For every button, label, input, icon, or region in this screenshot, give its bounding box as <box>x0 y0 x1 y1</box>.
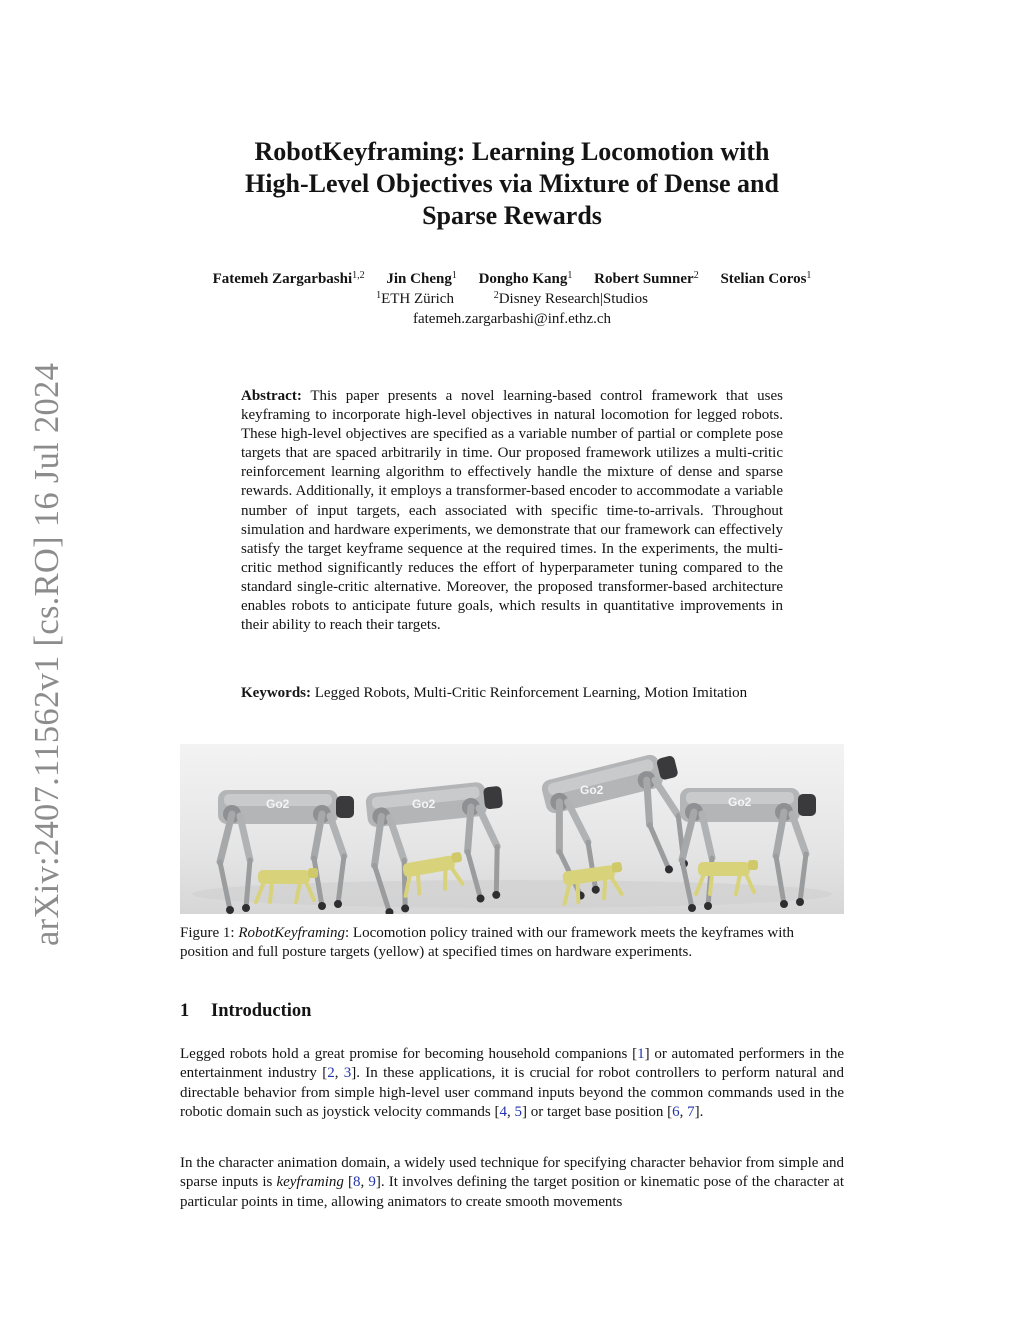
author-email[interactable]: fatemeh.zargarbashi@inf.ethz.ch <box>412 311 612 327</box>
keywords <box>241 684 783 703</box>
figure-caption <box>180 924 844 962</box>
robot-logo: Go2 <box>580 783 604 797</box>
body-paragraph: Legged robots hold a great promise for becoming household companions [1] or automated performers in the entertainment industry [2, 3]. In these applications, it is crucial for robot controllers to perform natural and directable behavior from simple high-level user command inputs beyond the common commands used in the robotic domain such as joystick velocity commands [4, 5] or target base position [6, 7]. <box>180 1046 844 1120</box>
citation-link[interactable]: 3 <box>343 1065 352 1082</box>
author: Jin Cheng$^1$ <box>386 270 457 287</box>
abstract <box>241 387 783 635</box>
body-paragraph: In the character animation domain, a widely used technique for specifying character behavior from simple and sparse inputs is keyframing [8, 9]. It involves defining the target position or kinematic pose of the character at particular points in time, allowing animators to create smooth movements <box>180 1155 845 1210</box>
citation-link[interactable]: 1 <box>637 1046 645 1062</box>
author: Robert Sumner$^2$ <box>594 270 699 287</box>
robot-logo: Go2 <box>728 795 752 809</box>
keywords-text: Legged Robots, Multi-Critic Reinforcement Learning, Motion Imitation <box>314 685 748 701</box>
author: Fatemeh Zargarbashi$^{1,2}$ <box>212 270 365 287</box>
affiliation: $^2$Disney Research|Studios <box>493 290 648 307</box>
author-block <box>180 269 844 329</box>
citation-link[interactable]: 2 <box>327 1065 335 1082</box>
figure-robot-photo <box>180 744 844 914</box>
citation-link[interactable]: 4 <box>499 1103 508 1120</box>
paper-title <box>180 136 844 232</box>
author: Stelian Coros$^1$ <box>720 270 812 287</box>
citation-link[interactable]: 8 <box>353 1174 361 1191</box>
citation-link[interactable]: 5 <box>514 1103 523 1120</box>
section-heading <box>180 1001 311 1022</box>
keywords-label: Keywords: <box>241 685 311 701</box>
citation-link[interactable]: 9 <box>368 1174 376 1191</box>
caption-label: Figure 1: <box>180 925 235 941</box>
abstract-label: Abstract: <box>241 388 302 404</box>
section-title: Introduction <box>211 1001 312 1021</box>
citation-link[interactable]: 6 <box>672 1103 680 1120</box>
citation-link[interactable]: 7 <box>687 1103 695 1120</box>
title-line: High-Level Objectives via Mixture of Dense and <box>245 169 779 198</box>
title-line: RobotKeyframing: Learning Locomotion with <box>254 137 770 166</box>
affiliation-list <box>180 289 844 309</box>
caption-text: : Locomotion policy trained with our framework meets the keyframes with position and full posture targets (yellow) at specified times on hardware experiments. <box>180 925 795 960</box>
affiliation: $^1$ETH Zürich <box>376 290 454 307</box>
robot-logo: Go2 <box>412 797 436 811</box>
arxiv-identifier: arXiv:2407.11562v1 [cs.RO] 16 Jul 2024 <box>28 362 66 946</box>
author-list <box>180 269 844 289</box>
author: Dongho Kang$^1$ <box>478 270 573 287</box>
section-number: 1 <box>180 1001 190 1021</box>
title-line: Sparse Rewards <box>422 201 602 230</box>
robot-logo: Go2 <box>266 797 290 811</box>
abstract-text: This paper presents a novel learning-based control framework that uses keyframing to incorporate high-level objectives in natural locomotion for legged robots. These high-level objectives are specified as a variable number of partial or complete pose targets that are spaced arbitrarily in time. Our proposed framework utilizes a multi-critic reinforcement learning algorithm to effectively handle the mixture of dense and sparse rewards. Additionally, it employs a transformer-based encoder to accommodate a variable number of input targets, each associated with specific time-to-arrivals. Throughout simulation and hardware experiments, we demonstrate that our framework can effectively satisfy the target keyframe sequence at the required times. In the experiments, the multi-critic method significantly reduces the effort of hyperparameter tuning compared to the standard single-critic alternative. Moreover, the proposed transformer-based architecture enables robots to anticipate future goals, which results in quantitative improvements in their ability to reach their targets. <box>241 388 783 634</box>
emphasis-keyframing: keyframing <box>276 1174 344 1191</box>
caption-title: RobotKeyframing <box>238 925 345 941</box>
